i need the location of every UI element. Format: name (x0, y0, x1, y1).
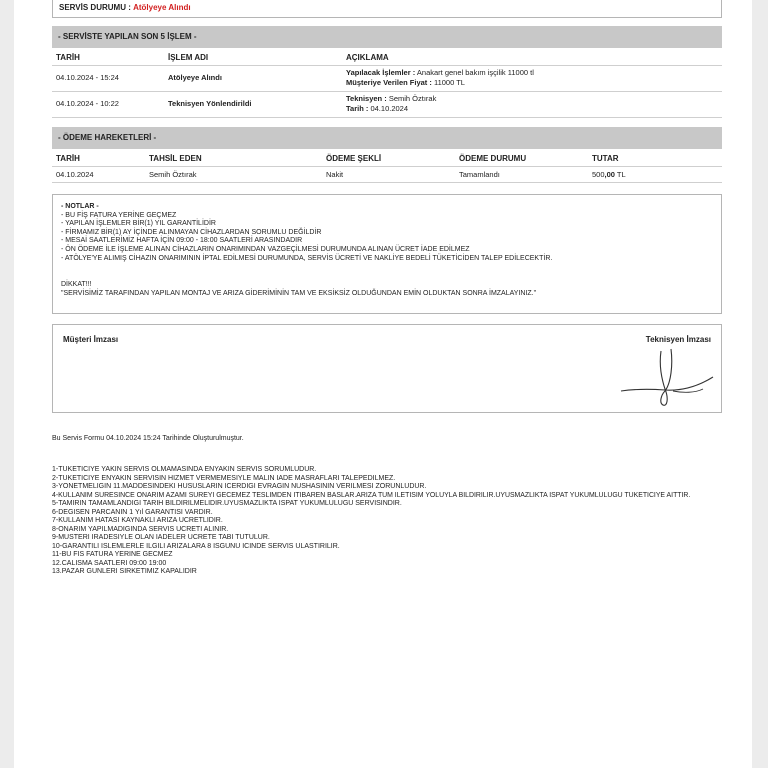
created-note: Bu Servis Formu 04.10.2024 15:24 Tarihinde Oluşturulmuştur. (52, 435, 244, 442)
notes-warning-title: DİKKAT!!! (61, 281, 92, 289)
op-row-1-desc-line1 (346, 68, 534, 78)
term-line: 12.CALISMA SAATLERI 09:00 19:00 (52, 559, 167, 567)
divider (52, 117, 722, 118)
op-row-2-name: Teknisyen Yönlendirildi (168, 99, 252, 108)
recent-ops-header-desc: AÇIKLAMA (346, 53, 389, 62)
divider (52, 91, 722, 92)
term-line: 2-TUKETICIYE ENYAKIN SERVISIN HIZMET VERMEMESIYLE MALIN IADE MASRAFLARI TALEPEDILMEZ. (52, 474, 396, 482)
note-line: - ÖN ÖDEME İLE İŞLEME ALINAN CİHAZLARIN ONARIMINDAN VAZGEÇİLMESİ DURUMUNDA ALINAN ÜCRET İADE EDİLMEZ (61, 245, 470, 253)
term-line: 8-ONARIM YAPILMADIGINDA SERVIS UCRETI ALINIR. (52, 525, 229, 533)
term-line: 4-KULLANIM SURESINCE ONARIM AZAMI SUREYI GECEMEZ TESLIMDEN ITIBAREN BASLAR.ARIZA TUM ILETISIM YOLUYLA BILDIRILIR.UYUSMAZLIKTA ISPAT YUKUMLULUGU TUKETICIYE AITTIR. (52, 491, 691, 499)
customer-signature-label: Müşteri İmzası (63, 335, 119, 344)
divider (52, 182, 722, 183)
op-row-1-desc-line2 (346, 78, 465, 88)
payment-amount-decimal: ,00 (604, 170, 615, 179)
op-row-2-val1: Semih Öztırak (388, 94, 437, 103)
term-line: 5-TAMIRIN TAMAMLANDIGI TARIH BILDIRILMELIDIR.UYUSMAZLIKTA ISPAT YUKUMLULUGU SERVISINDIR. (52, 500, 402, 507)
notes-title: - NOTLAR - (61, 203, 99, 210)
payments-header-amount: TUTAR (592, 154, 619, 163)
technician-signature-image (613, 347, 723, 411)
op-row-1-key1: Yapılacak İşlemler : (346, 68, 416, 77)
payments-header-date: TARİH (56, 154, 80, 163)
payments-title: - ÖDEME HAREKETLERİ - (52, 127, 722, 149)
note-line: - MESAİ SAATLERİMİZ HAFTA İÇİN 09:00 - 18:00 SAATLERİ ARASINDADIR (61, 237, 303, 245)
payments-header-collector: TAHSİL EDEN (149, 154, 202, 163)
term-line: 9-MUSTERI IRADESIYLE OLAN IADELER UCRETE TABI TUTULUR. (52, 534, 270, 541)
divider (52, 166, 722, 167)
term-line: 7-KULLANIM HATASI KAYNAKLI ARIZA UCRETLIDIR. (52, 517, 223, 524)
op-row-2-val2: 04.10.2024 (370, 104, 409, 113)
term-line: 13.PAZAR GUNLERI SIRKETIMIZ KAPALIDIR (52, 568, 197, 575)
note-line: - FİRMAMIZ BİR(1) AY İÇİNDE ALINMAYAN CİHAZLARDAN SORUMLU DEĞİLDİR (61, 228, 322, 236)
service-status-box (52, 0, 722, 18)
service-status-value: Atölyeye Alındı (133, 3, 191, 12)
term-line: 1-TUKETICIYE YAKIN SERVIS OLMAMASINDA ENYAKIN SERVIS SORUMLUDUR. (52, 466, 317, 473)
notes-box (52, 194, 722, 314)
op-row-2-key2: Tarih : (346, 104, 369, 113)
payment-row-amount (592, 170, 626, 180)
note-line: - YAPILAN İŞLEMLER BİR(1) YIL GARANTİLİDİR (61, 220, 216, 228)
term-line: 6-DEGISEN PARCANIN 1 Yıl GARANTISI VARDIR. (52, 508, 213, 516)
op-row-2-key1: Teknisyen : (346, 94, 387, 103)
op-row-1-val1: Anakart genel bakım işçilik 11000 tl (416, 68, 534, 77)
op-row-2-desc-line1 (346, 94, 436, 104)
op-row-1-key2: Müşteriye Verilen Fiyat : (346, 78, 432, 87)
op-row-2-desc-line2 (346, 104, 408, 114)
note-line: - ATÖLYE'YE ALIMIŞ CİHAZIN ONARIMININ İPTAL EDİLMESİ DURUMUNDA, SERVİS ÜCRETİ VE NAKLİYE BEDELİ TÜKETİCİDEN TALEP EDİLECEKTİR. (61, 254, 553, 262)
recent-ops-header-name: İŞLEM ADI (168, 53, 209, 62)
payment-row-collector: Semih Öztırak (149, 170, 197, 179)
payment-row-method: Nakit (326, 170, 344, 179)
notes-warning-text: "SERVİSİMİZ TARAFINDAN YAPILAN MONTAJ VE ARIZA GİDERİMİNİN TAM VE EKSİKSİZ OLDUĞUNDAN EMİN OLDUKTAN SONRA İMZALAYINIZ." (61, 289, 537, 297)
term-line: 11-BU FIS FATURA YERINE GECMEZ (52, 551, 173, 558)
divider (52, 65, 722, 66)
payment-row-date: 04.10.2024 (56, 170, 94, 179)
term-line: 10-GARANTILI ISLEMLERLE ILGILI ARIZALARA 8 ISGUNU ICINDE SERVIS ULASTIRILIR. (52, 542, 340, 550)
technician-signature-label: Teknisyen İmzası (645, 335, 711, 344)
signature-box (52, 324, 722, 413)
recent-ops-header-date: TARİH (56, 53, 80, 62)
payment-row-status: Tamamlandı (459, 170, 500, 179)
op-row-1-name: Atölyeye Alındı (168, 73, 222, 82)
term-line: 3-YONETMELIGIN 11.MADDESINDEKI HUSUSLARIN ICERDIGI EVRAGIN NUSHASININ VERILMESI ZORUNLUDUR. (52, 483, 427, 490)
payments-header-method: ÖDEME ŞEKLİ (326, 154, 382, 163)
payment-amount-integer: 500 (592, 170, 605, 179)
service-status-label: SERVİS DURUMU : (59, 3, 131, 12)
op-row-1-date: 04.10.2024 - 15:24 (56, 73, 119, 82)
note-line: - BU FİŞ FATURA YERİNE GEÇMEZ (61, 211, 177, 219)
recent-ops-title: - SERVİSTE YAPILAN SON 5 İŞLEM - (52, 26, 722, 48)
op-row-2-date: 04.10.2024 - 10:22 (56, 99, 119, 108)
payment-amount-currency: TL (616, 170, 626, 179)
payments-header-status: ÖDEME DURUMU (459, 154, 527, 163)
op-row-1-val2: 11000 TL (433, 78, 465, 87)
